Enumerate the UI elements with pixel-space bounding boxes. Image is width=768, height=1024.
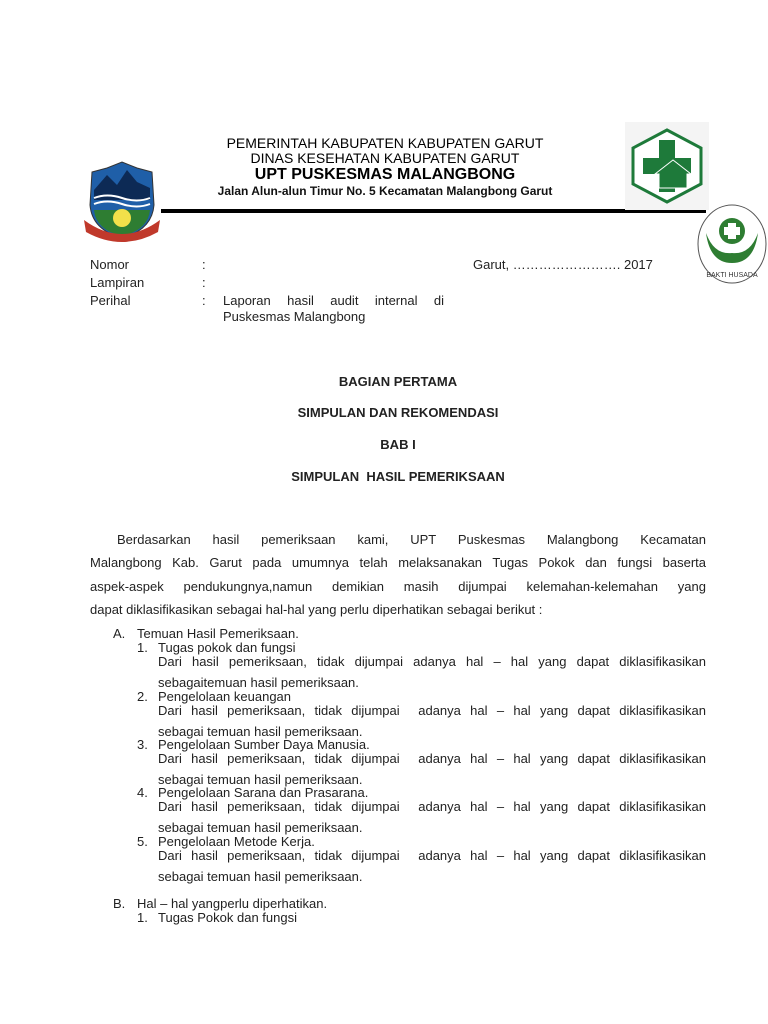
nomor-label: Nomor: [90, 257, 130, 272]
header-department: DINAS KESEHATAN KABUPATEN GARUT: [250, 150, 520, 166]
section-a-marker: A.: [113, 626, 126, 641]
title-simpulan-rekomendasi: SIMPULAN DAN REKOMENDASI: [297, 405, 499, 420]
item-title: Pengelolaan keuangan: [158, 689, 292, 704]
header-address: Jalan Alun-alun Timur No. 5 Kecamatan Malangbong Garut: [217, 184, 553, 198]
item-description: Dari hasil pemeriksaan, tidak dijumpai adanya hal – hal yang dapat diklasifikasikan: [158, 751, 706, 766]
item-description-cont: sebagai temuan hasil pemeriksaan.: [158, 772, 363, 787]
title-bagian: BAGIAN PERTAMA: [338, 374, 458, 389]
item-description: Dari hasil pemeriksaan, tidak dijumpai adanya hal – hal yang dapat diklasifikasikan: [158, 654, 706, 669]
item-title: Tugas pokok dan fungsi: [158, 640, 296, 655]
item-description-cont: sebagai temuan hasil pemeriksaan.: [158, 724, 363, 739]
item-number: 4.: [137, 785, 148, 800]
item-number: 1.: [137, 640, 148, 655]
item-description-cont: sebagai temuan hasil pemeriksaan.: [158, 820, 363, 835]
section-a-title: Temuan Hasil Pemeriksaan.: [137, 626, 299, 641]
item-number: 3.: [137, 737, 148, 752]
item-description: Dari hasil pemeriksaan, tidak dijumpai adanya hal – hal yang dapat diklasifikasikan: [158, 848, 706, 863]
header-institution: UPT PUSKESMAS MALANGBONG: [254, 166, 516, 183]
item-title: Pengelolaan Sarana dan Prasarana.: [158, 785, 369, 800]
perihal-line-2: Puskesmas Malangbong: [223, 309, 366, 324]
section-b-item-title: Tugas Pokok dan fungsi: [158, 910, 297, 925]
letter-date: Garut, ……………………. 2017: [473, 257, 653, 272]
item-title: Pengelolaan Sumber Daya Manusia.: [158, 737, 370, 752]
lampiran-label: Lampiran: [90, 275, 145, 290]
item-title: Pengelolaan Metode Kerja.: [158, 834, 315, 849]
nomor-colon: :: [202, 257, 206, 272]
paragraph-line: Malangbong Kab. Garut pada umumnya telah melaksanakan Tugas Pokok dan fungsi baserta: [90, 555, 706, 570]
item-description: Dari hasil pemeriksaan, tidak dijumpai adanya hal – hal yang dapat diklasifikasikan: [158, 703, 706, 718]
item-number: 2.: [137, 689, 148, 704]
paragraph-line: Berdasarkan hasil pemeriksaan kami, UPT Puskesmas Malangbong Kecamatan: [117, 532, 706, 547]
paragraph-line: aspek-aspek pendukungnya,namun demikian masih dijumpai kelemahan-kelemahan yang: [90, 579, 706, 594]
item-number: 5.: [137, 834, 148, 849]
puskesmas-logo: [625, 122, 709, 210]
header-government: PEMERINTAH KABUPATEN KABUPATEN GARUT: [226, 135, 544, 151]
svg-text:BAKTI HUSADA: BAKTI HUSADA: [706, 272, 758, 279]
perihal-colon: :: [202, 293, 206, 308]
perihal-line-1: Laporan hasil audit internal di: [223, 293, 444, 308]
bakti-husada-logo: [692, 203, 768, 285]
garut-crest-logo: [82, 160, 162, 245]
section-b-title: Hal – hal yangperlu diperhatikan.: [137, 896, 328, 911]
section-b-item-number: 1.: [137, 910, 148, 925]
lampiran-colon: :: [202, 275, 206, 290]
paragraph-line: dapat diklasifikasikan sebagai hal-hal yang perlu diperhatikan sebagai berikut :: [90, 602, 543, 617]
item-description-cont: sebagai temuan hasil pemeriksaan.: [158, 869, 363, 884]
item-description: Dari hasil pemeriksaan, tidak dijumpai adanya hal – hal yang dapat diklasifikasikan: [158, 799, 706, 814]
perihal-label: Perihal: [90, 293, 131, 308]
section-b-marker: B.: [113, 896, 126, 911]
item-description-cont: sebagaitemuan hasil pemeriksaan.: [158, 675, 359, 690]
title-bab: BAB I: [380, 437, 416, 452]
title-simpulan-hasil: SIMPULAN HASIL PEMERIKSAAN: [291, 469, 505, 484]
